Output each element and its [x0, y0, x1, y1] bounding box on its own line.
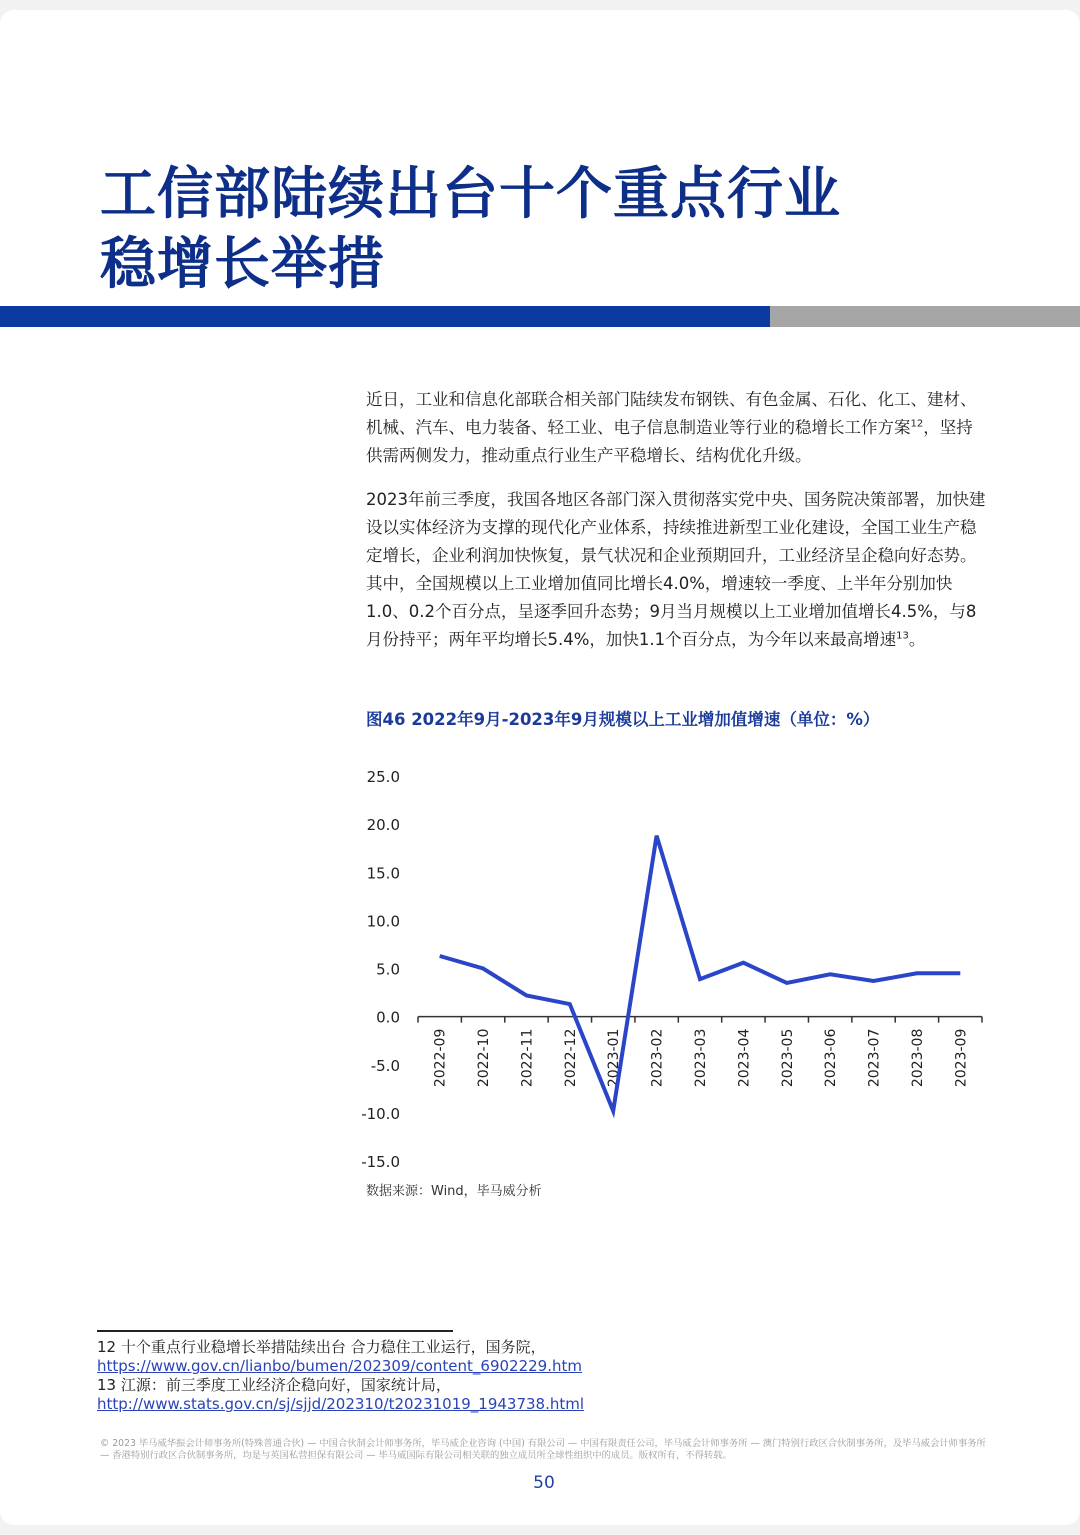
page-number: 50 [533, 1473, 555, 1493]
x-tick-label: 2023-06 [823, 1028, 840, 1088]
x-axis-labels [433, 1029, 970, 1088]
x-tick-label: 2022-12 [562, 1028, 579, 1088]
body-paragraph-2: 2023年前三季度，我国各地区各部门深入贯彻落实党中央、国务院决策部署，加快建设以实体经济为支撑的现代化产业体系，持续推进新型工业化建设，全国工业生产稳定增长，企业利润加快恢复，景气状况和企业预期回升，工业经济呈企稳向好态势。其中，全国规模以上工业增加值同比增长4.0%，增速较一季度、上半年分别加快1.0、0.2个百分点，呈逐季回升态势；9月当月规模以上工业增加值增长4.5%，与8月份持平；两年平均增长5.4%，加快1.1个百分点，为今年以来最高增速$^{13}$。 [366, 490, 986, 649]
x-tick-label: 2023-04 [736, 1028, 753, 1088]
footnotes [97, 1338, 584, 1414]
y-tick-label: 20.0 [366, 816, 400, 835]
x-tick-label: 2023-09 [953, 1028, 970, 1088]
y-tick-label: 0.0 [376, 1008, 400, 1027]
footnote-ref-12: 12 [910, 418, 924, 430]
footnote-13-link[interactable]: http://www.stats.gov.cn/sj/sjjd/202310/t20231019_1943738.html [97, 1395, 585, 1413]
figure-caption: 图46 2022年9月-2023年9月规模以上工业增加值增速（单位：%） [366, 710, 880, 729]
footnote-13-text: 13 江源：前三季度工业经济企稳向好，国家统计局， [97, 1376, 451, 1394]
x-tick-label: 2022-09 [432, 1028, 449, 1088]
footnote-12-link[interactable]: https://www.gov.cn/lianbo/bumen/202309/content_6902229.htm [97, 1357, 582, 1375]
footnote-divider [97, 1330, 453, 1332]
y-tick-label: 15.0 [366, 864, 400, 883]
body-paragraph-1: 近日，工业和信息化部联合相关部门陆续发布钢铁、有色金属、石化、化工、建材、机械、汽车、电力装备、轻工业、电子信息制造业等行业的稳增长工作方案$^{12}$，坚持供需两侧发力，推动重点行业生产平稳增长、结构优化升级。 [366, 390, 977, 465]
header-band-blue [0, 306, 770, 327]
y-tick-label: 25.0 [366, 768, 400, 786]
x-axis-ticks [418, 1017, 982, 1023]
page-title [100, 160, 841, 300]
x-tick-label: 2023-02 [649, 1028, 666, 1088]
page-title-line1: 工信部陆续出台十个重点行业 [100, 162, 841, 227]
x-tick-label: 2023-01 [606, 1028, 623, 1088]
line-chart [350, 750, 1000, 1175]
y-tick-label: -10.0 [361, 1104, 400, 1123]
x-tick-label: 2023-08 [909, 1028, 926, 1088]
x-tick-label: 2023-03 [693, 1028, 709, 1088]
x-tick-label: 2022-11 [519, 1028, 536, 1088]
y-tick-label: 5.0 [376, 960, 400, 979]
x-tick-label: 2023-07 [866, 1028, 883, 1088]
figure-source: 数据来源：Wind，毕马威分析 [366, 1184, 542, 1199]
footnote-12-text: 12 十个重点行业稳增长举措陆续出台 合力稳住工业运行，国务院， [97, 1338, 546, 1356]
y-axis-ticks [361, 768, 400, 1171]
report-page [0, 10, 1080, 1525]
x-tick-label: 2022-10 [476, 1028, 493, 1088]
y-tick-label: -5.0 [370, 1056, 400, 1075]
y-tick-label: -15.0 [361, 1153, 400, 1171]
page-title-line2: 稳增长举措 [100, 232, 385, 297]
y-tick-label: 10.0 [366, 912, 400, 931]
copyright-notice: © 2023 毕马威华振会计师事务所(特殊普通合伙) — 中国合伙制会计师事务所，毕马威企业咨询 (中国) 有限公司 — 中国有限责任公司，毕马威会计师事务所 — 澳门特别行政区合伙制事务所，及毕马威会计师事务所 — 香港特别行政区合伙制事务所，均是与英国私营担保有限公司 — 毕马威国际有限公司相关联的独立成员所全球性组织中的成员。版权所有，不得转载。 [100, 1438, 986, 1461]
footnote-ref-13: 13 [896, 630, 909, 642]
x-tick-label: 2023-05 [779, 1028, 796, 1088]
header-band-gray [770, 306, 1080, 327]
